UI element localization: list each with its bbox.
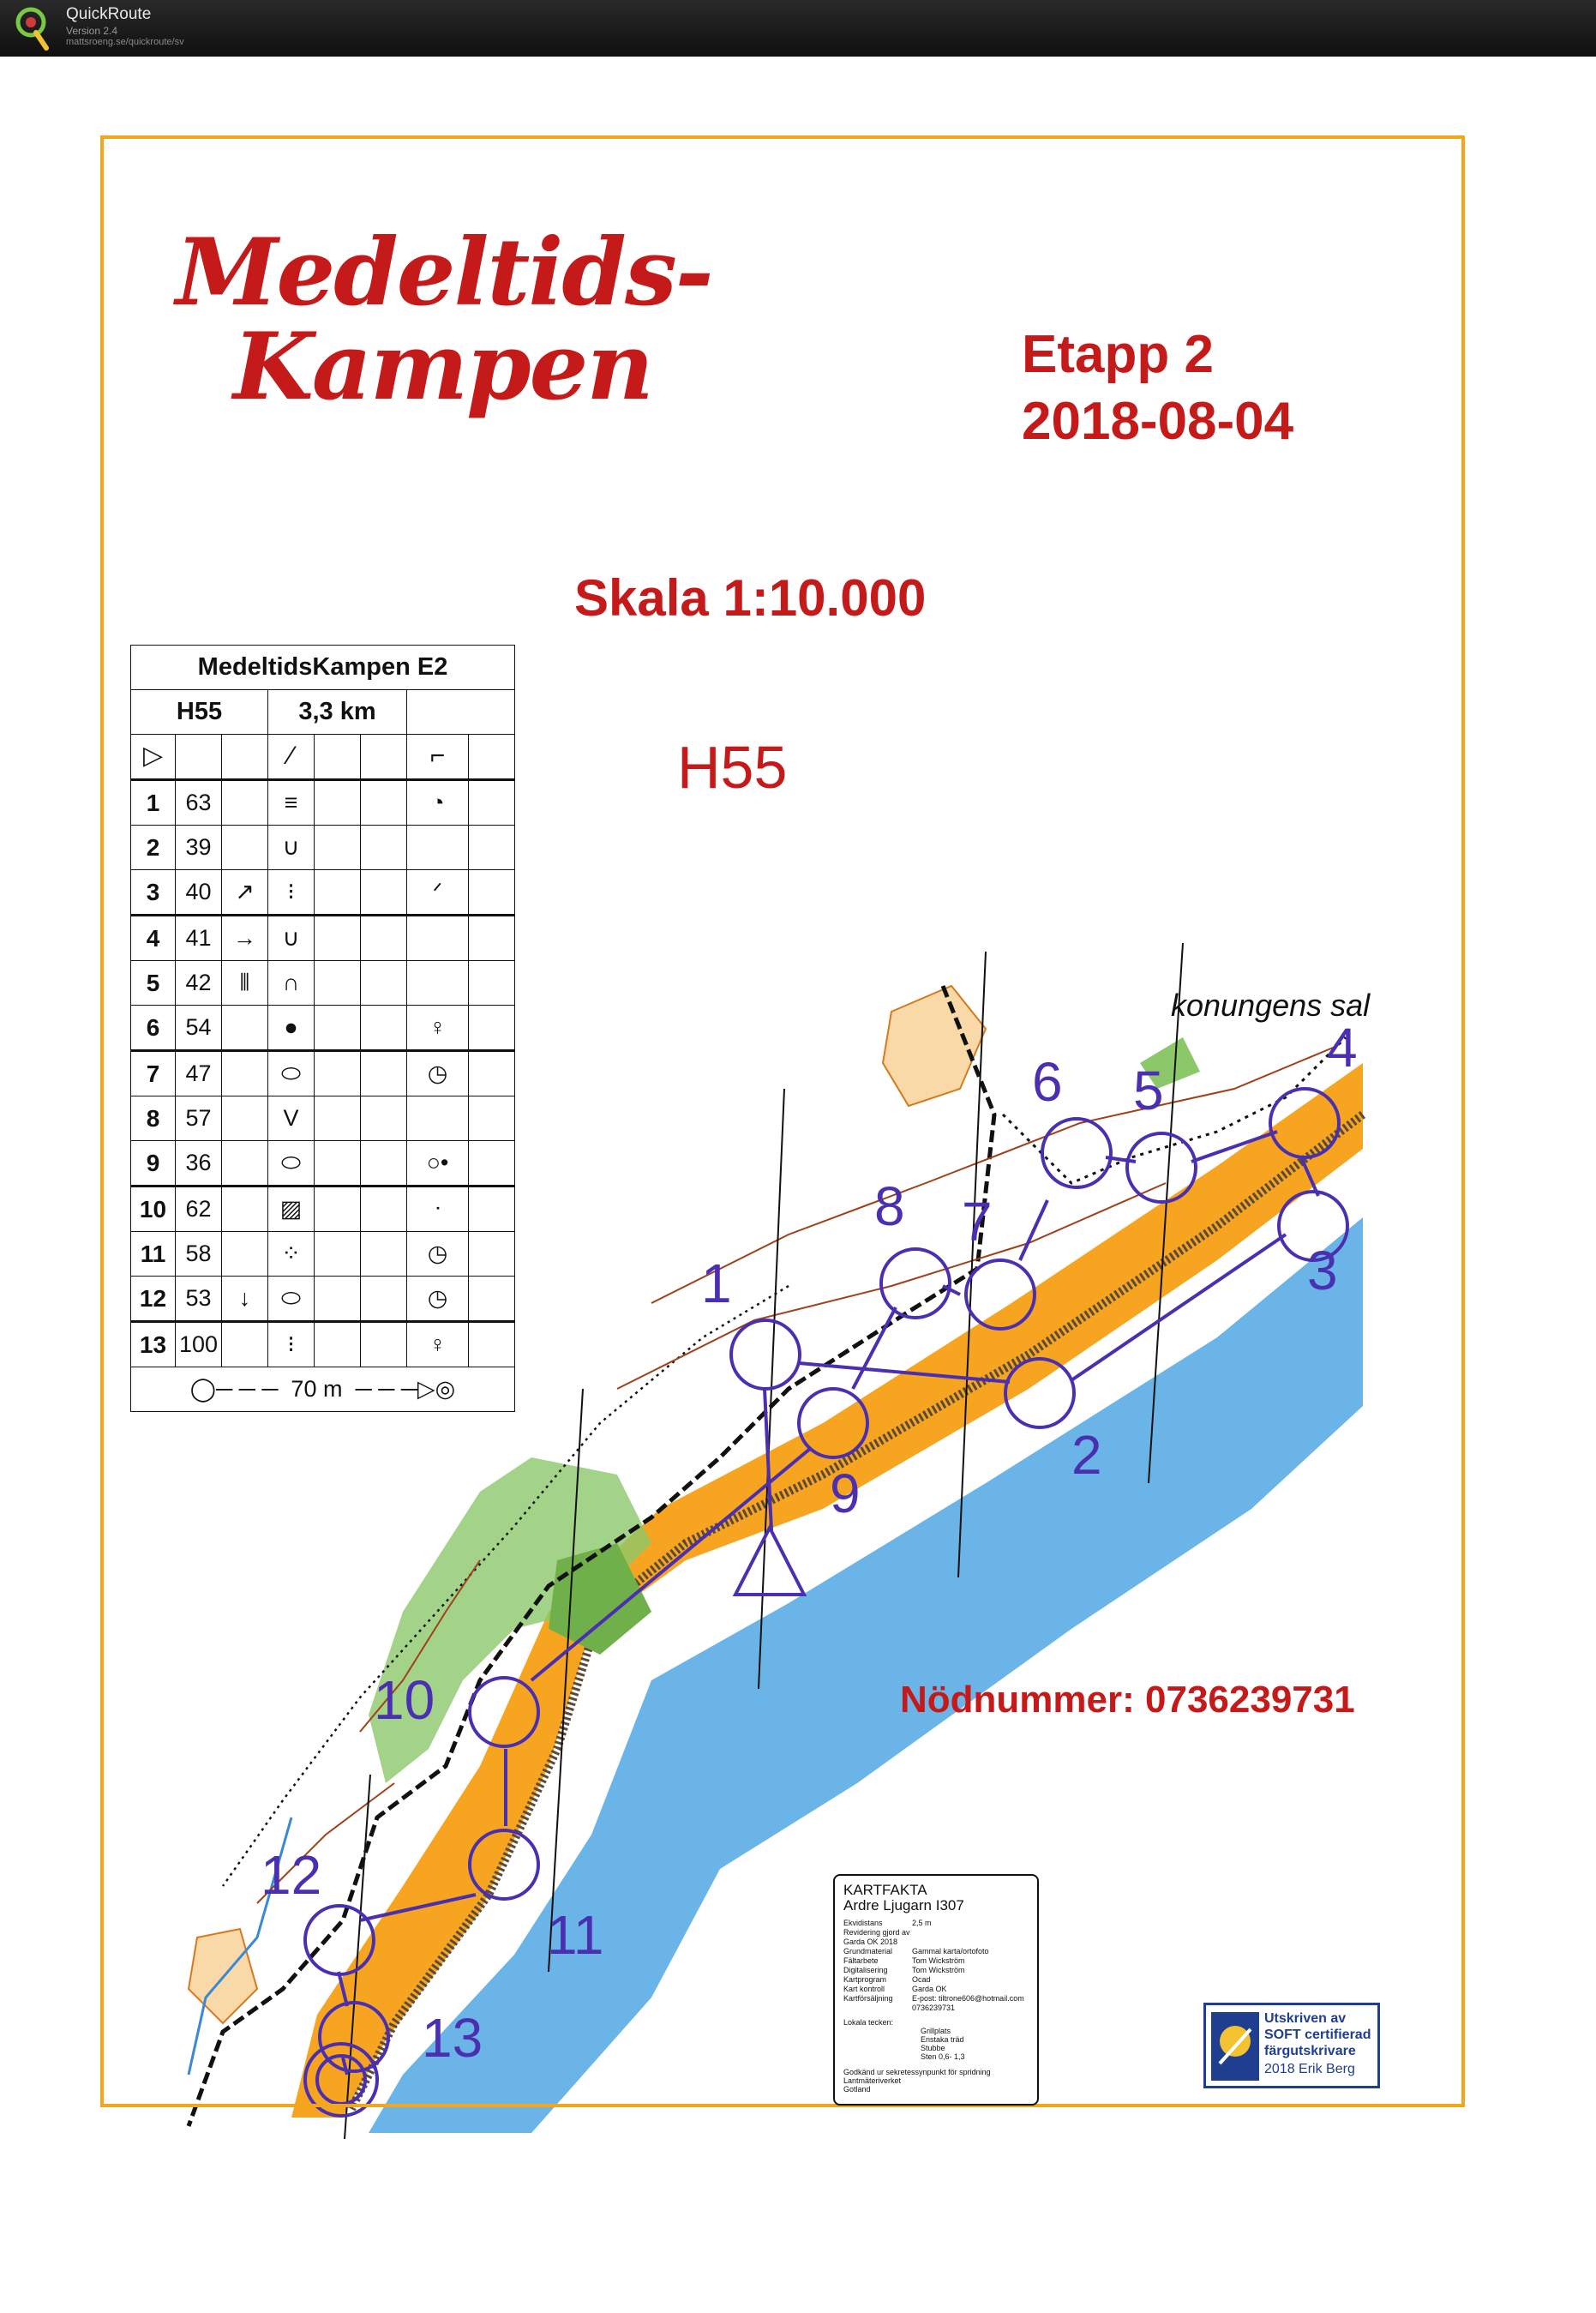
direction-symbol-cell: ⦀ xyxy=(222,961,268,1006)
extra-cell xyxy=(469,1277,515,1322)
map-facts-key: Fältarbete xyxy=(843,1956,879,1965)
local-symbols-title: Lokala tecken: xyxy=(843,2018,894,2027)
appearance-cell xyxy=(315,916,361,961)
detail-cell xyxy=(361,916,407,961)
appearance-cell xyxy=(315,1051,361,1096)
control-number: 6 xyxy=(1032,1051,1063,1113)
control-code-cell: 47 xyxy=(176,1051,222,1096)
map-facts-footer: Gotland xyxy=(843,2085,871,2094)
map-facts-value: 2,5 m xyxy=(912,1919,932,1927)
start-triangle-icon: ▷ xyxy=(142,742,164,770)
location-symbol-cell xyxy=(407,1096,469,1141)
feature-symbol-cell: ● xyxy=(268,1006,315,1051)
table-row xyxy=(131,961,515,1006)
finish-end-icon: ─ ─ ─▷◎ xyxy=(355,1376,456,1402)
map-facts-row xyxy=(843,2004,1029,2013)
map-facts-row xyxy=(843,1919,1029,1928)
location-symbol-cell xyxy=(407,826,469,870)
local-symbol-item: Stubbe xyxy=(921,2044,945,2052)
control-code-cell: 36 xyxy=(176,1141,222,1187)
feature-symbol-cell: ⬭ xyxy=(268,1051,315,1096)
direction-symbol-cell xyxy=(222,1006,268,1051)
control-number-cell: 9 xyxy=(131,1141,176,1187)
stamp-line2: SOFT certifierad xyxy=(1264,2028,1371,2042)
map-facts-value: Garda OK xyxy=(912,1985,947,1993)
extra-cell xyxy=(469,1141,515,1187)
detail-cell xyxy=(361,1322,407,1367)
map-facts-value: Tom Wickström xyxy=(912,1966,965,1974)
control-number-cell: 5 xyxy=(131,961,176,1006)
location-symbol-cell xyxy=(407,916,469,961)
detail-cell xyxy=(361,1277,407,1322)
direction-symbol-cell xyxy=(222,826,268,870)
extra-cell xyxy=(469,916,515,961)
appearance-cell xyxy=(315,1322,361,1367)
control-number: 4 xyxy=(1327,1017,1358,1078)
swedish-orienteering-logo-icon xyxy=(1211,2012,1259,2081)
map-facts-key: Kartprogram xyxy=(843,1975,887,1984)
map-facts-value: Gammal karta/ortofoto xyxy=(912,1947,989,1956)
appearance-cell xyxy=(315,961,361,1006)
event-title-line2: Kampen xyxy=(233,313,652,421)
map-facts-title: KARTFAKTA xyxy=(843,1882,927,1898)
direction-symbol-cell: ↓ xyxy=(222,1277,268,1322)
location-symbol-cell: ♀ xyxy=(407,1006,469,1051)
direction-symbol-cell xyxy=(222,1232,268,1277)
map-facts-box xyxy=(833,1874,1039,2106)
course-class-label: H55 xyxy=(677,734,788,801)
feature-symbol-cell: ▨ xyxy=(268,1187,315,1232)
control-number-cell: 11 xyxy=(131,1232,176,1277)
direction-symbol-cell xyxy=(222,1322,268,1367)
direction-symbol-cell xyxy=(222,1051,268,1096)
control-code-cell: 40 xyxy=(176,870,222,916)
control-number-cell: 4 xyxy=(131,916,176,961)
extra-cell xyxy=(469,1006,515,1051)
detail-cell xyxy=(361,826,407,870)
control-number: 2 xyxy=(1071,1424,1102,1486)
control-number: 11 xyxy=(547,1904,604,1966)
table-row xyxy=(131,916,515,961)
finish-start-icon: ◯─ ─ ─ xyxy=(189,1376,279,1402)
detail-cell xyxy=(361,1187,407,1232)
control-code-cell: 58 xyxy=(176,1232,222,1277)
extra-cell xyxy=(469,780,515,826)
control-number-cell: 10 xyxy=(131,1187,176,1232)
extra-cell xyxy=(469,826,515,870)
direction-symbol-cell xyxy=(222,780,268,826)
table-row xyxy=(131,870,515,916)
appearance-cell xyxy=(315,1096,361,1141)
table-event-name: MedeltidsKampen E2 xyxy=(131,646,515,690)
extra-cell xyxy=(469,870,515,916)
feature-symbol-cell: ⁝ xyxy=(268,1322,315,1367)
feature-symbol-cell: ≡ xyxy=(268,780,315,826)
location-symbol-cell xyxy=(407,961,469,1006)
control-code-cell: 53 xyxy=(176,1277,222,1322)
table-row-start xyxy=(131,735,515,780)
control-number: 3 xyxy=(1307,1240,1338,1301)
control-number-cell: 1 xyxy=(131,780,176,826)
appearance-cell xyxy=(315,870,361,916)
map-facts-subtitle: Ardre Ljugarn I307 xyxy=(843,1897,964,1913)
map-facts-key: Kart kontroll xyxy=(843,1985,885,1993)
table-row xyxy=(131,1006,515,1051)
location-symbol-cell: ○• xyxy=(407,1141,469,1187)
extra-cell xyxy=(469,1322,515,1367)
extra-cell xyxy=(469,961,515,1006)
app-name: QuickRoute xyxy=(66,5,152,23)
control-code-cell: 57 xyxy=(176,1096,222,1141)
map-facts-row xyxy=(843,1956,1029,1966)
detail-cell xyxy=(361,1232,407,1277)
event-title-line1: Medeltids- xyxy=(176,219,712,327)
location-symbol-cell: ᐟ xyxy=(407,870,469,916)
map-facts-key: Ekvidistans xyxy=(843,1919,883,1927)
place-name: konungens sal xyxy=(1171,988,1371,1023)
table-row xyxy=(131,1187,515,1232)
map-facts-value: Tom Wickström xyxy=(912,1956,965,1965)
app-url: mattsroeng.se/quickroute/sv xyxy=(66,37,184,47)
map-facts-row xyxy=(843,1947,1029,1956)
extra-cell xyxy=(469,1232,515,1277)
direction-symbol-cell: ↗ xyxy=(222,870,268,916)
appearance-cell xyxy=(315,1006,361,1051)
stamp-credit: 2018 Erik Berg xyxy=(1264,2062,1355,2076)
local-symbol-item: Enstaka träd xyxy=(921,2035,964,2044)
location-symbol-cell: ◷ xyxy=(407,1051,469,1096)
appearance-cell xyxy=(315,1277,361,1322)
detail-cell xyxy=(361,1141,407,1187)
printer-certification-stamp xyxy=(1203,2003,1380,2088)
control-rows xyxy=(131,780,515,1367)
table-row xyxy=(131,1051,515,1096)
appearance-cell xyxy=(315,780,361,826)
control-number: 9 xyxy=(830,1463,861,1524)
map-facts-key: Grundmaterial xyxy=(843,1947,893,1956)
control-number: 12 xyxy=(261,1844,322,1906)
map-facts-row xyxy=(843,1975,1029,1985)
local-symbol-item: Sten 0,6- 1,3 xyxy=(921,2052,965,2061)
emergency-number: Nödnummer: 0736239731 xyxy=(900,1679,1355,1721)
scale-label: Skala 1:10.000 xyxy=(574,569,927,627)
control-number-cell: 12 xyxy=(131,1277,176,1322)
feature-symbol-cell: V xyxy=(268,1096,315,1141)
control-number-cell: 6 xyxy=(131,1006,176,1051)
direction-symbol-cell: → xyxy=(222,916,268,961)
map-facts-key: Revidering gjord av Garda OK 2018 xyxy=(843,1928,910,1946)
map-facts-row xyxy=(843,1985,1029,1994)
direction-symbol-cell xyxy=(222,1096,268,1141)
detail-cell xyxy=(361,780,407,826)
table-class: H55 xyxy=(131,690,268,735)
control-number: 5 xyxy=(1133,1060,1164,1121)
control-code-cell: 63 xyxy=(176,780,222,826)
path-icon: ⁄ xyxy=(288,742,293,770)
table-row xyxy=(131,1141,515,1187)
map-facts-rows xyxy=(843,1919,1029,2013)
control-number-cell: 8 xyxy=(131,1096,176,1141)
direction-symbol-cell xyxy=(222,1141,268,1187)
date-label: 2018-08-04 xyxy=(1022,392,1294,451)
extra-cell xyxy=(469,1096,515,1141)
control-number: 8 xyxy=(874,1175,905,1237)
map-facts-value: 0736239731 xyxy=(912,2004,956,2012)
appearance-cell xyxy=(315,1232,361,1277)
map-facts-row xyxy=(843,1966,1029,1975)
table-row xyxy=(131,826,515,870)
map-facts-key xyxy=(843,2004,912,2013)
map-facts-row xyxy=(843,1994,1029,2004)
location-symbol-cell: ◷ xyxy=(407,1277,469,1322)
extra-cell xyxy=(469,1051,515,1096)
local-symbol-item: Grillplats xyxy=(921,2027,951,2035)
table-row xyxy=(131,1232,515,1277)
table-row-finish xyxy=(131,1367,515,1412)
control-number: 7 xyxy=(962,1191,993,1253)
table-length: 3,3 km xyxy=(268,690,407,735)
location-symbol-cell: ♀ xyxy=(407,1322,469,1367)
control-description-table xyxy=(130,645,515,1412)
detail-cell xyxy=(361,1096,407,1141)
table-row xyxy=(131,1277,515,1322)
feature-symbol-cell: ⁘ xyxy=(268,1232,315,1277)
extra-cell xyxy=(469,1187,515,1232)
control-number-cell: 2 xyxy=(131,826,176,870)
control-number-cell: 7 xyxy=(131,1051,176,1096)
control-number: 1 xyxy=(701,1253,732,1314)
app-version: Version 2.4 xyxy=(66,25,118,37)
table-row xyxy=(131,780,515,826)
local-symbols-list xyxy=(921,2027,1029,2061)
stamp-line3: färgutskrivare xyxy=(1264,2044,1356,2058)
location-symbol-cell: ◔ xyxy=(407,780,469,826)
control-code-cell: 42 xyxy=(176,961,222,1006)
map-facts-footer: Godkänd ur sekretessynpunkt för spridning xyxy=(843,2068,991,2076)
control-code-cell: 41 xyxy=(176,916,222,961)
control-number: 13 xyxy=(422,2007,483,2069)
table-row xyxy=(131,1322,515,1367)
control-code-cell: 39 xyxy=(176,826,222,870)
feature-symbol-cell: ∪ xyxy=(268,916,315,961)
appearance-cell xyxy=(315,1187,361,1232)
map-facts-row xyxy=(843,1928,1029,1947)
control-code-cell: 54 xyxy=(176,1006,222,1051)
control-number-cell: 13 xyxy=(131,1322,176,1367)
direction-symbol-cell xyxy=(222,1187,268,1232)
feature-symbol-cell: ∩ xyxy=(268,961,315,1006)
location-symbol-cell: ᐧ xyxy=(407,1187,469,1232)
stamp-line1: Utskriven av xyxy=(1264,2011,1347,2026)
stage-label: Etapp 2 xyxy=(1022,325,1214,384)
control-number-cell: 3 xyxy=(131,870,176,916)
map-facts-footer: Lantmäteriverket xyxy=(843,2076,902,2085)
control-number: 10 xyxy=(374,1669,435,1731)
detail-cell xyxy=(361,961,407,1006)
control-code-cell: 62 xyxy=(176,1187,222,1232)
map-facts-value: Ocad xyxy=(912,1975,931,1984)
feature-symbol-cell: ⁝ xyxy=(268,870,315,916)
feature-symbol-cell: ∪ xyxy=(268,826,315,870)
feature-symbol-cell: ⬭ xyxy=(268,1277,315,1322)
map-facts-value: E-post: tiltrone606@hotmail.com xyxy=(912,1994,1024,2003)
location-symbol-cell: ◷ xyxy=(407,1232,469,1277)
finish-distance: 70 m xyxy=(291,1376,343,1402)
feature-symbol-cell: ⬭ xyxy=(268,1141,315,1187)
table-row xyxy=(131,1096,515,1141)
detail-cell xyxy=(361,1006,407,1051)
appearance-cell xyxy=(315,826,361,870)
map-facts-key: Kartförsäljning xyxy=(843,1994,893,2003)
fork-icon: ⌐ xyxy=(429,742,446,770)
control-code-cell: 100 xyxy=(176,1322,222,1367)
appearance-cell xyxy=(315,1141,361,1187)
detail-cell xyxy=(361,870,407,916)
map-facts-key: Digitalisering xyxy=(843,1966,888,1974)
detail-cell xyxy=(361,1051,407,1096)
